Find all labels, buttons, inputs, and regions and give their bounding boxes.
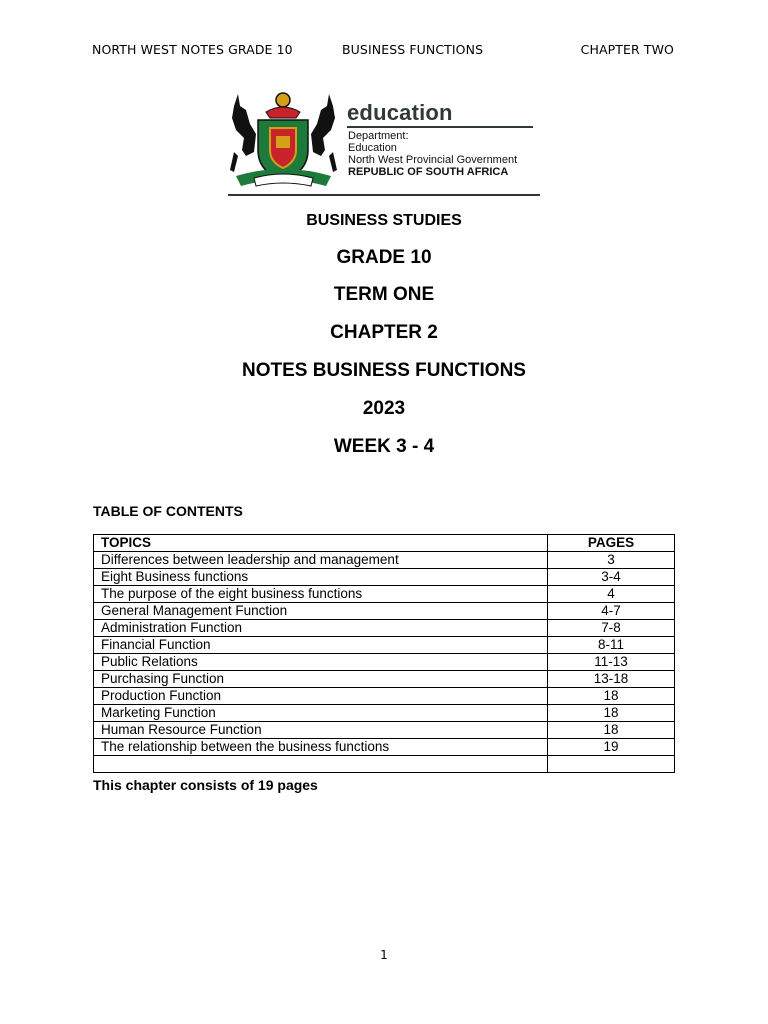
pages-cell: 13-18 xyxy=(548,671,675,688)
pages-cell: 18 xyxy=(548,705,675,722)
topic-cell: The relationship between the business functions xyxy=(94,739,548,756)
logo-line-government: North West Provincial Government xyxy=(348,154,518,166)
pages-cell: 3 xyxy=(548,552,675,569)
notes-title: NOTES BUSINESS FUNCTIONS xyxy=(242,360,526,381)
pages-cell: 3-4 xyxy=(548,569,675,586)
table-row xyxy=(94,620,675,637)
department-logo xyxy=(226,86,542,198)
pages-cell: 4 xyxy=(548,586,675,603)
week-title: WEEK 3 - 4 xyxy=(333,436,435,457)
topic-cell: Public Relations xyxy=(94,654,548,671)
table-row xyxy=(94,705,675,722)
topic-cell: Marketing Function xyxy=(94,705,548,722)
coat-of-arms-icon xyxy=(226,90,341,192)
topic-cell: Administration Function xyxy=(94,620,548,637)
pages-cell: 18 xyxy=(548,722,675,739)
year-title: 2023 xyxy=(362,398,406,419)
table-row xyxy=(94,637,675,654)
logo-line-republic: REPUBLIC OF SOUTH AFRICA xyxy=(348,166,509,178)
header-left: NORTH WEST NOTES GRADE 10 xyxy=(92,42,293,57)
toc-col-topics: TOPICS xyxy=(94,535,548,552)
topic-cell: Eight Business functions xyxy=(94,569,548,586)
toc-col-pages: PAGES xyxy=(548,535,675,552)
toc-table xyxy=(93,534,675,773)
topic-cell: Financial Function xyxy=(94,637,548,654)
pages-cell: 4-7 xyxy=(548,603,675,620)
pages-cell: 7-8 xyxy=(548,620,675,637)
logo-wordmark: education xyxy=(347,100,453,125)
header-center: BUSINESS FUNCTIONS xyxy=(342,42,484,57)
table-row xyxy=(94,552,675,569)
chapter-length-note: This chapter consists of 19 pages xyxy=(93,777,318,793)
topic-cell: The purpose of the eight business functions xyxy=(94,586,548,603)
logo-line-department: Department: xyxy=(348,130,409,142)
logo-line-education: Education xyxy=(348,142,397,154)
topic-cell: Human Resource Function xyxy=(94,722,548,739)
topic-cell: Differences between leadership and management xyxy=(94,552,548,569)
pages-cell: 19 xyxy=(548,739,675,756)
table-row xyxy=(94,739,675,756)
page-number: 1 xyxy=(380,948,388,962)
toc-heading: TABLE OF CONTENTS xyxy=(93,503,243,519)
pages-cell: 18 xyxy=(548,688,675,705)
table-row xyxy=(94,722,675,739)
table-row xyxy=(94,654,675,671)
subject-title: BUSINESS STUDIES xyxy=(306,212,462,229)
table-row xyxy=(94,603,675,620)
topic-cell: General Management Function xyxy=(94,603,548,620)
term-title: TERM ONE xyxy=(333,284,435,305)
table-row xyxy=(94,569,675,586)
pages-cell: 8-11 xyxy=(548,637,675,654)
chapter-title: CHAPTER 2 xyxy=(330,322,438,343)
table-row xyxy=(94,671,675,688)
table-row xyxy=(94,586,675,603)
topic-cell xyxy=(94,756,548,773)
table-row xyxy=(94,756,675,773)
logo-bottom-rule xyxy=(228,194,540,196)
topic-cell: Purchasing Function xyxy=(94,671,548,688)
toc-header-row xyxy=(94,535,675,552)
pages-cell: 11-13 xyxy=(548,654,675,671)
logo-rule xyxy=(347,126,533,128)
pages-cell xyxy=(548,756,675,773)
header-right: CHAPTER TWO xyxy=(580,42,674,57)
grade-title: GRADE 10 xyxy=(336,247,432,268)
table-row xyxy=(94,688,675,705)
topic-cell: Production Function xyxy=(94,688,548,705)
